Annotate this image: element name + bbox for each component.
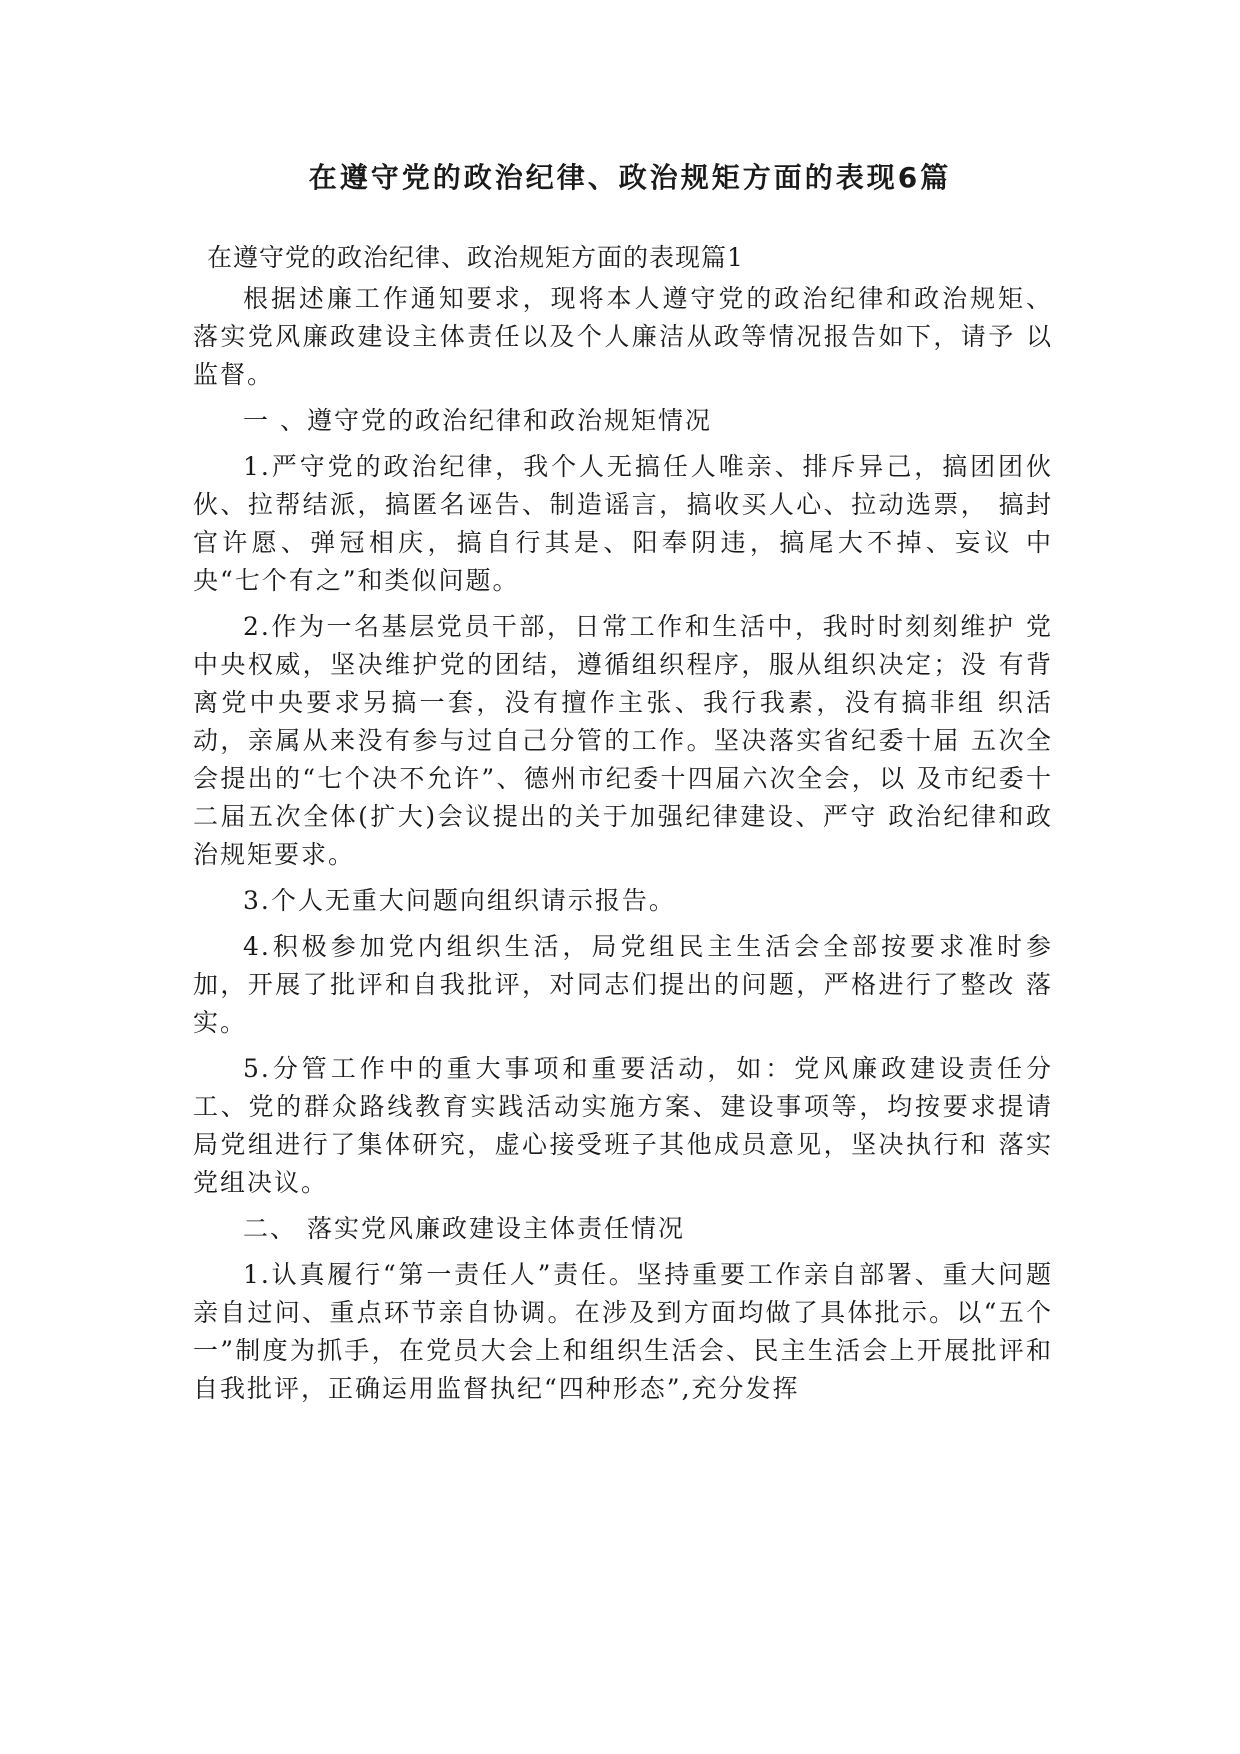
paragraph-item-4: 4.积极参加党内组织生活，局党组民主生活会全部按要求准时参 加，开展了批评和自我批评，对同志们提出的问题，严格进行了整改 落实。 <box>193 932 1053 1037</box>
document-body <box>193 240 1053 1416</box>
paragraph-intro: 根据述廉工作通知要求，现将本人遵守党的政治纪律和政治规矩、 落实党风廉政建设主体责任以及个人廉洁从政等情况报告如下，请予 以监督。 <box>193 284 1053 389</box>
paragraph-item-5: 5.分管工作中的重大事项和重要活动，如：党风廉政建设责任分工、党的群众路线教育实践活动实施方案、建设事项等，均按要求提请局党组进行了集体研究，虚心接受班子其他成员意见，坚决执行和 落实党组决议。 <box>193 1054 1053 1197</box>
section-title: 在遵守党的政治纪律、政治规矩方面的表现篇1 <box>207 243 744 272</box>
paragraph-item-3: 3.个人无重大问题向组织请示报告。 <box>243 886 676 915</box>
paragraph-responsibility-1: 1.认真履行“第一责任人”责任。坚持重要工作亲自部署、重大问题亲自过问、重点环节亲自协调。在涉及到方面均做了具体批示。以“五个一”制度为抓手，在党员大会上和组织生活会、民主生活会上开展批评和自我批评，正确运用监督执纪“四种形态”,充分发挥 <box>193 1260 1053 1403</box>
document-title: 在遵守党的政治纪律、政治规矩方面的表现6篇 <box>308 161 952 194</box>
paragraph-item-2: 2.作为一名基层党员干部，日常工作和生活中，我时时刻刻维护 党中央权威，坚决维护党的团结，遵循组织程序，服从组织决定；没 有背离党中央要求另搞一套，没有擅作主张、我行我素，没有搞非组 织活动，亲属从来没有参与过自己分管的工作。坚决落实省纪委十届 五次全会提出的“七个决不允许”、德州市纪委十四届六次全会，以 及市纪委十二届五次全体(扩大)会议提出的关于加强纪律建设、严守 政治纪律和政治规矩要求。 <box>193 612 1053 869</box>
paragraph-item-1: 1.严守党的政治纪律，我个人无搞任人唯亲、排斥异己，搞团团伙伙、拉帮结派，搞匿名诬告、制造谣言，搞收买人心、拉动选票， 搞封官许愿、弹冠相庆，搞自行其是、阳奉阴违，搞尾大不掉、妄议 中央“七个有之”和类似问题。 <box>193 452 1053 595</box>
subheading-responsibility: 二、 落实党风廉政建设主体责任情况 <box>243 1214 685 1243</box>
subheading-political-discipline: 一 、遵守党的政治纪律和政治规矩情况 <box>243 406 712 435</box>
